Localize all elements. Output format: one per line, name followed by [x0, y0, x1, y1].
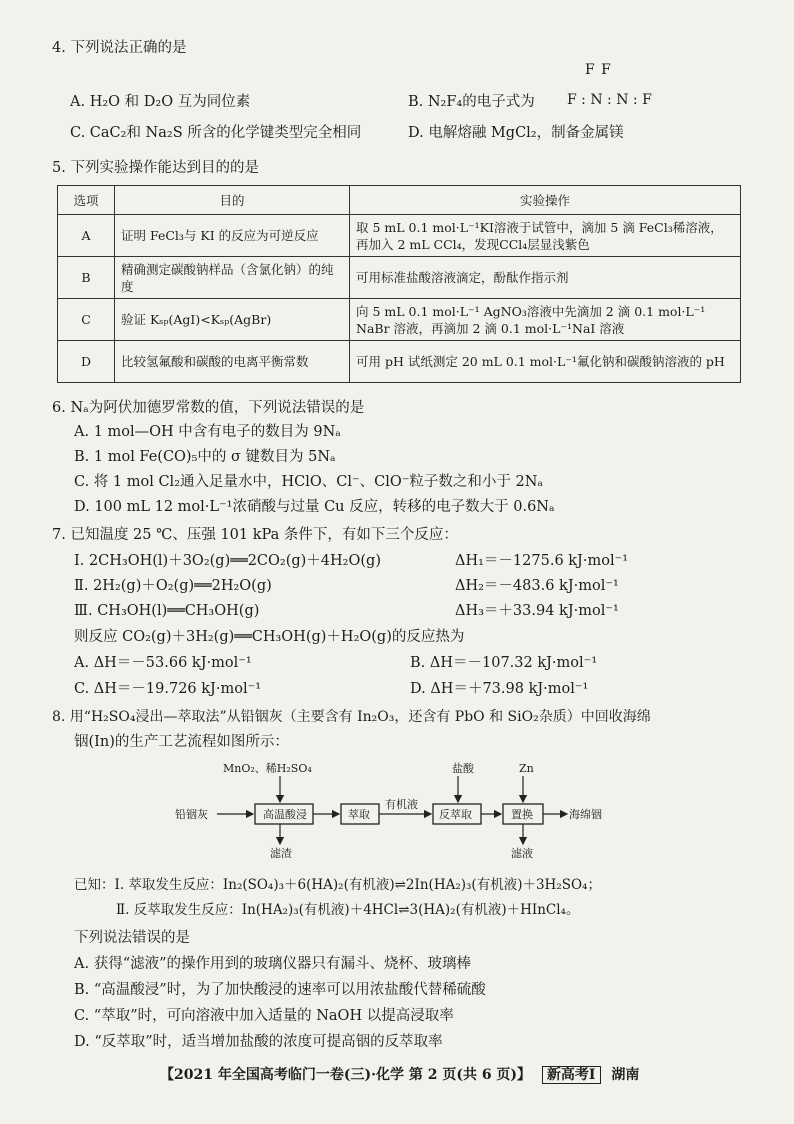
row-option: C	[58, 299, 115, 341]
q8-option-b: B. “高温酸浸”时，为了加快酸浸的速率可以用浓盐酸代替稀硫酸	[74, 982, 486, 998]
q6-option-d: D. 100 mL 12 mol·L⁻¹浓硝酸与过量 Cu 反应，转移的电子数大于 0.6Nₐ	[74, 499, 555, 515]
table-row	[58, 341, 741, 383]
page-footer	[160, 1064, 639, 1084]
q5-table	[57, 185, 741, 383]
q7-enthalpy-3: ΔH₃＝＋33.94 kJ·mol⁻¹	[455, 603, 619, 619]
footer-region: 湖南	[611, 1067, 640, 1083]
q8-option-a: A. 获得“滤液”的操作用到的玻璃仪器只有漏斗、烧杯、玻璃棒	[74, 956, 472, 972]
q8-known-2: Ⅱ. 反萃取发生反应：In(HA₂)₃(有机液)＋4HCl⇌3(HA)₂(有机液)＋HInCl₄。	[116, 902, 580, 918]
q8-ask: 下列说法错误的是	[74, 930, 190, 946]
input-label: 铅铟灰	[175, 808, 208, 821]
q6-option-b: B. 1 mol Fe(CO)₅中的 σ 键数目为 5Nₐ	[74, 449, 336, 465]
q8-stem-line2: 铟(In)的生产工艺流程如图所示：	[74, 734, 289, 750]
table-header-row	[58, 186, 741, 215]
row-option: D	[58, 341, 115, 383]
q7-stem: 7. 已知温度 25 ℃、压强 101 kPa 条件下，有如下三个反应：	[52, 527, 458, 543]
step1-label: 高温酸浸	[263, 808, 307, 821]
waste-residue: 滤渣	[270, 847, 292, 860]
table-row	[58, 215, 741, 257]
q4-option-d: D. 电解熔融 MgCl₂，制备金属镁	[408, 125, 624, 141]
q7-enthalpy-2: ΔH₂＝－483.6 kJ·mol⁻¹	[455, 578, 619, 594]
step4-label: 置换	[511, 808, 533, 821]
q6-option-a: A. 1 mol—OH 中含有电子的数目为 9Nₐ	[74, 424, 341, 440]
q7-option-a: A. ΔH＝－53.66 kJ·mol⁻¹	[74, 655, 252, 671]
row-operation: 可用 pH 试纸测定 20 mL 0.1 mol·L⁻¹氟化钠和碳酸钠溶液的 pH	[350, 341, 741, 383]
table-row	[58, 299, 741, 341]
table-row	[58, 257, 741, 299]
q4-stem: 4. 下列说法正确的是	[52, 40, 187, 56]
row-goal: 验证 Kₛₚ(AgI)<Kₛₚ(AgBr)	[115, 299, 350, 341]
q8-known-1: 已知：Ⅰ. 萃取发生反应：In₂(SO₄)₃＋6(HA)₂(有机液)⇌2In(HA₂)₃(有机液)＋3H₂SO₄；	[74, 877, 601, 893]
q8-option-d: D. “反萃取”时，适当增加盐酸的浓度可提高铟的反萃取率	[74, 1034, 443, 1050]
header-operation: 实验操作	[350, 186, 741, 215]
row-goal: 证明 FeCl₃与 KI 的反应为可逆反应	[115, 215, 350, 257]
q7-option-b: B. ΔH＝－107.32 kJ·mol⁻¹	[410, 655, 598, 671]
q7-option-c: C. ΔH＝－19.726 kJ·mol⁻¹	[74, 681, 262, 697]
q8-stem-line1: 8. 用“H₂SO₄浸出—萃取法”从铅铟灰（主要含有 In₂O₃，还含有 PbO 和 SiO₂杂质）中回收海绵	[52, 709, 651, 725]
step2-label: 萃取	[348, 808, 370, 821]
q4-formula-top: F F	[585, 62, 612, 78]
header-option: 选项	[58, 186, 115, 215]
step3-label: 反萃取	[439, 808, 472, 821]
footer-text: 【2021 年全国高考临门一卷(三)·化学 第 2 页(共 6 页)】	[160, 1067, 532, 1083]
row-goal: 精确测定碳酸钠样品（含氯化钠）的纯度	[115, 257, 350, 299]
q7-option-d: D. ΔH＝＋73.98 kJ·mol⁻¹	[410, 681, 589, 697]
process-flow-diagram	[175, 760, 615, 860]
row-option: B	[58, 257, 115, 299]
row-goal: 比较氢氟酸和碳酸的电离平衡常数	[115, 341, 350, 383]
q6-stem: 6. Nₐ为阿伏加德罗常数的值，下列说法错误的是	[52, 400, 365, 416]
q7-reaction-2: Ⅱ. 2H₂(g)＋O₂(g)══2H₂O(g)	[74, 578, 272, 594]
q7-reaction-1: Ⅰ. 2CH₃OH(l)＋3O₂(g)══2CO₂(g)＋4H₂O(g)	[74, 553, 381, 569]
q7-reaction-3: Ⅲ. CH₃OH(l)══CH₃OH(g)	[74, 603, 260, 619]
row-operation: 向 5 mL 0.1 mol·L⁻¹ AgNO₃溶液中先滴加 2 滴 0.1 mol·L⁻¹ NaBr 溶液，再滴加 2 滴 0.1 mol·L⁻¹NaI 溶液	[350, 299, 741, 341]
reagent-mno2: MnO₂、稀H₂SO₄	[223, 762, 312, 775]
reagent-hcl: 盐酸	[452, 762, 474, 775]
mid-label: 有机液	[385, 798, 418, 811]
q7-ask: 则反应 CO₂(g)＋3H₂(g)══CH₃OH(g)＋H₂O(g)的反应热为	[74, 629, 465, 645]
q4-option-b: B. N₂F₄的电子式为	[408, 94, 535, 110]
q8-option-c: C. “萃取”时，可向溶液中加入适量的 NaOH 以提高浸取率	[74, 1008, 454, 1024]
row-operation: 取 5 mL 0.1 mol·L⁻¹KI溶液于试管中，滴加 5 滴 FeCl₃稀溶液，再加入 2 mL CCl₄，发现CCl₄层显浅紫色	[350, 215, 741, 257]
row-option: A	[58, 215, 115, 257]
header-goal: 目的	[115, 186, 350, 215]
q5-stem: 5. 下列实验操作能达到目的的是	[52, 160, 259, 176]
q7-enthalpy-1: ΔH₁＝－1275.6 kJ·mol⁻¹	[455, 553, 629, 569]
q4-electron-formula: F : N : N : F	[567, 92, 652, 108]
footer-tag: 新高考Ⅰ	[542, 1066, 601, 1084]
q4-option-a: A. H₂O 和 D₂O 互为同位素	[70, 94, 251, 110]
q4-option-c: C. CaC₂和 Na₂S 所含的化学键类型完全相同	[70, 125, 362, 141]
q6-option-c: C. 将 1 mol Cl₂通入足量水中，HClO、Cl⁻、ClO⁻粒子数之和小于 2Nₐ	[74, 474, 544, 490]
row-operation: 可用标准盐酸溶液滴定，酚酞作指示剂	[350, 257, 741, 299]
reagent-zn: Zn	[519, 762, 534, 775]
output-label: 海绵铟	[569, 808, 602, 821]
waste-filtrate: 滤液	[511, 847, 533, 860]
